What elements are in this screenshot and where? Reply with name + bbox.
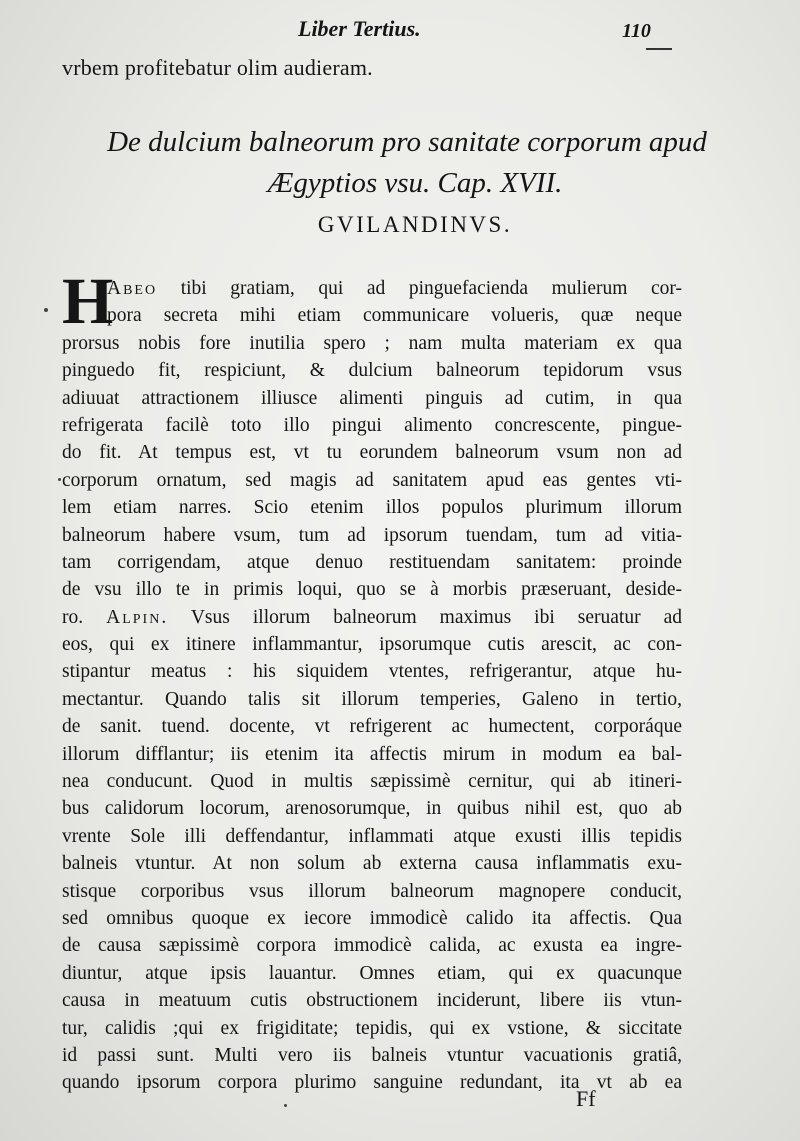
text-line: do fit. At tempus est, vt tu eorundem balneorum vsum non ad [62, 442, 682, 464]
text-line: sed omnibus quoque ex iecore immodicè calido ita affectis. Qua [62, 907, 682, 929]
folio-rule [646, 48, 672, 50]
text-line: de vsu illo te in primis loqui, quo se à morbis præseruant, deside- [62, 579, 682, 601]
body-text [62, 275, 682, 1097]
text-line: balneis vtuntur. At non solum ab externa causa inflammatis exu- [62, 853, 682, 875]
text-line: prorsus nobis fore inutilia spero ; nam multa materiam ex qua [62, 332, 682, 354]
opening-word: Abeo [107, 278, 158, 299]
text-line: pinguedo fit, respiciunt, & dulcium balneorum tepidorum vsus [62, 360, 682, 382]
running-head: Liber Tertius. [298, 16, 421, 41]
text-line: causa in meatuum cutis obstructionem inciderunt, libere iis vtun- [62, 990, 682, 1012]
text-line: ro. Alpin. Vsus illorum balneorum maximus ibi seruatur ad [62, 606, 682, 628]
text-line: diuntur, atque ipsis lauantur. Omnes etiam, qui ex quacunque [62, 962, 682, 984]
text-line: adiuuat attractionem illiusce alimenti pinguis ad cutim, in qua [62, 387, 682, 409]
text-line: quando ipsorum corpora plurimo sanguine redundant, ita vt ab ea [62, 1072, 682, 1094]
text-line: stisque corporibus vsus illorum balneorum magnopere conducit, [62, 880, 682, 902]
signature-mark: Ff [576, 1086, 596, 1111]
text-line: vrente Sole illi deffendantur, inflammati atque exusti illis tepidis [62, 825, 682, 847]
text-line: Abeo tibi gratiam, qui ad pinguefacienda mulierum cor- [107, 278, 682, 299]
text-line: de causa sæpissimè corpora immodicè calida, ac exusta ea ingre- [62, 935, 682, 957]
continuation-line: vrbem profitebatur olim audieram. [62, 55, 373, 80]
chapter-title-line-2: Ægyptios vsu. Cap. XVII. [267, 167, 563, 199]
text-line: pora secreta mihi etiam communicare volueris, quæ neque [107, 305, 682, 327]
text-line: id passi sunt. Multi vero iis balneis vtuntur vacuationis gratiâ, [62, 1044, 682, 1066]
speaker-alpinus: Alpin. [106, 606, 169, 628]
text-line: tur, calidis ;qui ex frigiditate; tepidis, qui ex vstione, & siccitate [62, 1017, 682, 1039]
text-line: refrigerata facilè toto illo pingui alimento concrescente, pingue- [62, 414, 682, 436]
drop-capital: H [62, 265, 114, 338]
text-line: tam corrigendam, atque denuo restituendam sanitatem: proinde [62, 551, 682, 573]
chapter-title [0, 122, 800, 204]
text-line: illorum difflantur; iis etenim ita affectis mirum in modum ea bal- [62, 743, 682, 765]
text-line: corporum ornatum, sed magis ad sanitatem apud eas gentes vti- [62, 469, 682, 491]
text-line: bus calidorum locorum, arenosorumque, in quibus nihil est, quo ab [62, 798, 682, 820]
chapter-title-line-1: De dulcium balneorum pro sanitate corporum apud [107, 126, 707, 158]
text-line: de sanit. tuend. docente, vt refrigerent ac humectent, corporáque [62, 716, 682, 738]
print-speck [284, 1104, 287, 1107]
text-line: eos, qui ex itinere inflammantur, ipsorumque cutis arescit, ac con- [62, 634, 682, 656]
text-line: lem etiam narres. Scio etenim illos populos plurimum illorum [62, 497, 682, 519]
print-speck [58, 478, 61, 481]
text-line: balneorum habere vsum, tum ad ipsorum tuendam, tum ad vitia- [62, 524, 682, 546]
speaker-heading: GVILANDINVS. [317, 212, 513, 237]
text-line: stipantur meatus : his siquidem vtentes, refrigerantur, atque hu- [62, 661, 682, 683]
text-line: nea conducunt. Quod in multis sæpissimè cernitur, qui ab itineri- [62, 771, 682, 793]
page-number: 110 [622, 20, 651, 42]
print-speck [44, 308, 48, 312]
text-line: mectantur. Quando talis sit illorum temperies, Galeno in tertio, [62, 688, 682, 710]
